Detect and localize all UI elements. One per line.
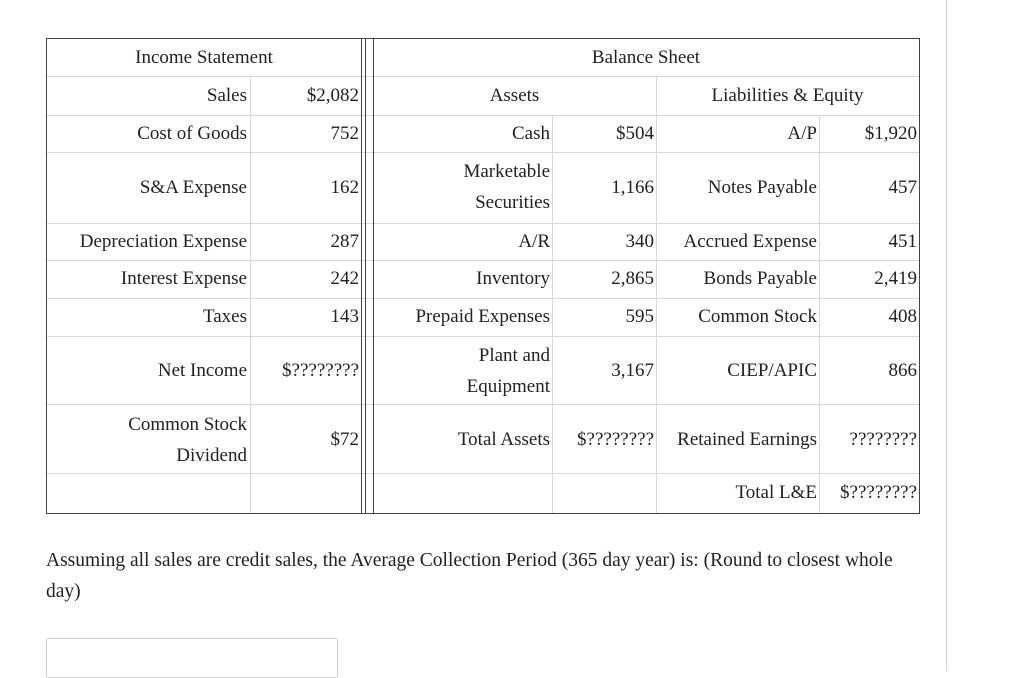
row-divider bbox=[47, 473, 919, 474]
is-label-interest: Interest Expense bbox=[120, 268, 247, 289]
liab-value-accrued: 451 bbox=[888, 231, 917, 252]
asset-value-ar: 340 bbox=[625, 231, 654, 252]
is-label-depreciation: Depreciation Expense bbox=[79, 231, 247, 252]
is-value-taxes: 143 bbox=[330, 306, 359, 327]
is-value-sa-expense: 162 bbox=[330, 177, 359, 198]
asset-label-ppe-line2: Equipment bbox=[466, 376, 550, 397]
page-right-border bbox=[946, 0, 947, 671]
is-value-dividend: $72 bbox=[330, 429, 359, 450]
liab-label-total: Total L&E bbox=[735, 482, 817, 503]
row-divider bbox=[47, 336, 919, 337]
asset-label-total: Total Assets bbox=[457, 429, 550, 450]
liab-value-ciep: 866 bbox=[888, 360, 917, 381]
asset-label-securities-line2: Securities bbox=[475, 192, 550, 213]
liab-value-bonds: 2,419 bbox=[874, 268, 917, 289]
section-divider bbox=[361, 39, 362, 513]
liab-label-ap: A/P bbox=[787, 123, 817, 144]
answer-input[interactable] bbox=[46, 638, 338, 678]
row-divider bbox=[47, 223, 919, 224]
asset-label-prepaid: Prepaid Expenses bbox=[415, 306, 550, 327]
liab-value-notes: 457 bbox=[888, 177, 917, 198]
row-divider bbox=[47, 152, 919, 153]
is-value-interest: 242 bbox=[330, 268, 359, 289]
row-divider bbox=[47, 404, 919, 405]
row-divider bbox=[47, 76, 919, 77]
asset-label-ar: A/R bbox=[518, 231, 550, 252]
is-value-net-income: $???????? bbox=[282, 360, 359, 381]
asset-label-ppe-line1: Plant and bbox=[478, 345, 550, 366]
asset-value-cash: $504 bbox=[616, 123, 654, 144]
is-label-net-income: Net Income bbox=[157, 360, 247, 381]
assets-header: Assets bbox=[489, 85, 540, 106]
is-label-dividend-line1: Common Stock bbox=[128, 414, 247, 435]
liabilities-header: Liabilities & Equity bbox=[711, 85, 864, 106]
is-label-dividend-line2: Dividend bbox=[176, 445, 247, 466]
is-label-taxes: Taxes bbox=[202, 306, 247, 327]
is-value-depreciation: 287 bbox=[330, 231, 359, 252]
asset-label-securities-line1: Marketable bbox=[463, 161, 550, 182]
liab-value-ap: $1,920 bbox=[864, 123, 917, 144]
section-divider bbox=[365, 39, 366, 513]
is-label-cogs: Cost of Goods bbox=[137, 123, 247, 144]
asset-value-securities: 1,166 bbox=[611, 177, 654, 198]
is-label-sales: Sales bbox=[206, 85, 247, 106]
row-divider bbox=[47, 298, 919, 299]
liab-label-accrued: Accrued Expense bbox=[683, 231, 817, 252]
income-statement-title: Income Statement bbox=[135, 47, 273, 68]
asset-value-prepaid: 595 bbox=[625, 306, 654, 327]
financial-table bbox=[46, 38, 920, 514]
is-value-sales: $2,082 bbox=[306, 85, 359, 106]
asset-label-inventory: Inventory bbox=[476, 268, 550, 289]
is-value-cogs: 752 bbox=[330, 123, 359, 144]
liab-value-retained: ???????? bbox=[849, 429, 917, 450]
liab-label-ciep: CIEP/APIC bbox=[727, 360, 817, 381]
asset-value-inventory: 2,865 bbox=[611, 268, 654, 289]
row-divider bbox=[47, 115, 919, 116]
row-divider bbox=[47, 260, 919, 261]
liab-value-total: $???????? bbox=[840, 482, 917, 503]
asset-label-cash: Cash bbox=[512, 123, 550, 144]
liab-label-common-stock: Common Stock bbox=[698, 306, 817, 327]
balance-sheet-title: Balance Sheet bbox=[591, 47, 701, 68]
question-text: Assuming all sales are credit sales, the Average Collection Period (365 day year) is: (Round to closest whole day) bbox=[46, 550, 893, 602]
asset-value-total: $???????? bbox=[577, 429, 654, 450]
asset-value-ppe: 3,167 bbox=[611, 360, 654, 381]
liab-value-common-stock: 408 bbox=[888, 306, 917, 327]
liab-label-notes: Notes Payable bbox=[707, 177, 817, 198]
is-label-sa-expense: S&A Expense bbox=[139, 177, 247, 198]
liab-label-retained: Retained Earnings bbox=[677, 429, 817, 450]
liab-label-bonds: Bonds Payable bbox=[703, 268, 817, 289]
